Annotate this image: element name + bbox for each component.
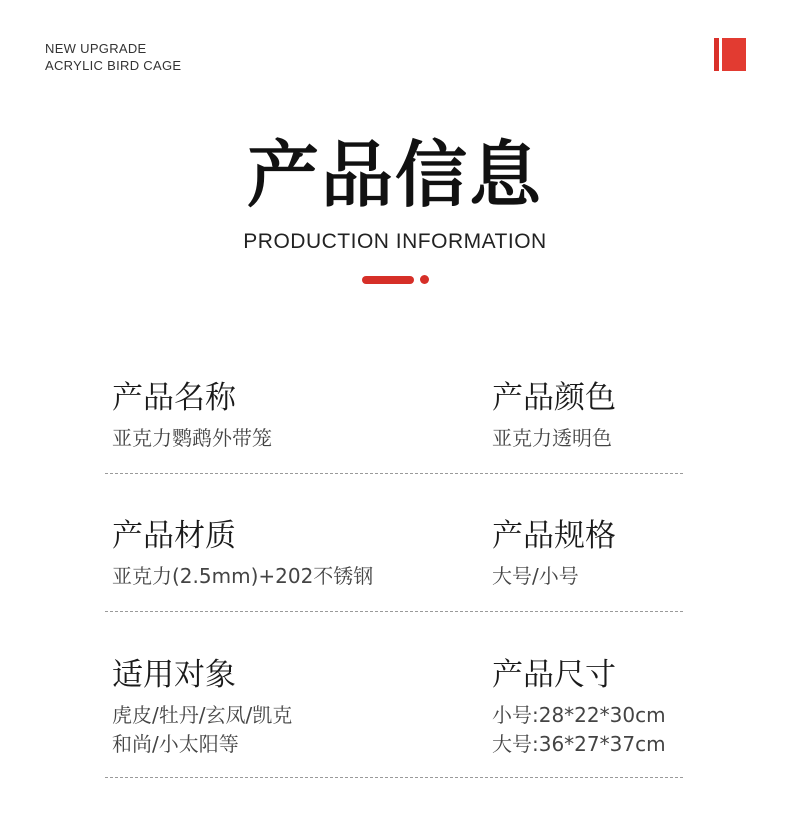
brand-logo-icon <box>714 38 746 71</box>
info-label: 产品材质 <box>112 518 236 554</box>
info-label: 产品规格 <box>492 518 616 554</box>
info-value <box>492 701 666 759</box>
brand-line-2: ACRYLIC BIRD CAGE <box>45 58 182 73</box>
info-label: 产品名称 <box>112 380 236 416</box>
info-row-2 <box>105 516 683 612</box>
info-value: 大号/小号 <box>492 564 579 588</box>
info-row-1 <box>105 378 683 474</box>
info-label: 产品颜色 <box>492 380 616 416</box>
info-label: 适用对象 <box>112 657 236 693</box>
info-value-line: 虎皮/牡丹/玄凤/凯克 <box>112 703 293 727</box>
info-item-size <box>492 655 666 759</box>
brand-line-1: NEW UPGRADE <box>45 41 147 56</box>
info-value: 亚克力透明色 <box>492 426 612 450</box>
info-value: 亚克力(2.5mm)+202不锈钢 <box>112 564 374 588</box>
info-value-line: 和尚/小太阳等 <box>112 732 239 756</box>
info-value-line: 小号:28*22*30cm <box>492 703 666 727</box>
page-title: 产品信息 <box>246 133 543 217</box>
title-divider <box>362 275 429 284</box>
info-item-name <box>112 378 272 453</box>
divider-dot <box>420 275 429 284</box>
info-value: 亚克力鹦鹉外带笼 <box>112 426 272 450</box>
info-value-line: 大号:36*27*37cm <box>492 732 666 756</box>
info-value <box>112 701 292 759</box>
info-item-spec <box>492 516 616 591</box>
brand-text <box>45 40 181 74</box>
page-subtitle: PRODUCTION INFORMATION <box>243 230 547 253</box>
info-item-material <box>112 516 373 591</box>
info-item-color <box>492 378 616 453</box>
divider-bar <box>362 276 414 284</box>
info-row-3 <box>105 655 683 778</box>
info-label: 产品尺寸 <box>492 657 616 693</box>
info-item-target <box>112 655 292 759</box>
